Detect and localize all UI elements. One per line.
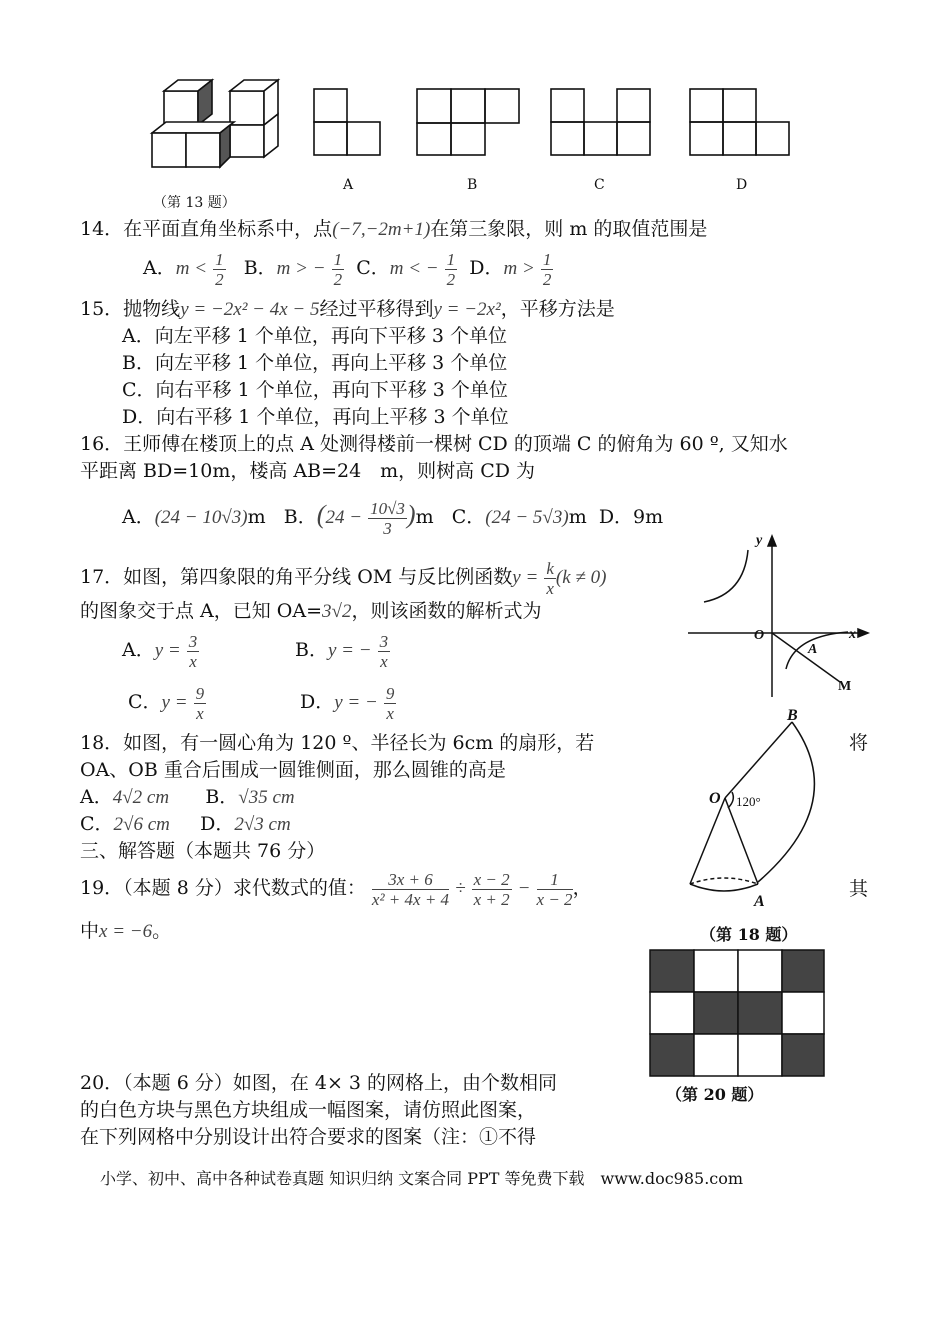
q17-line1: 17．如图，第四象限的角平分线 OM 与反比例函数y = $\frac{k}{x}$ (k ≠ 0)	[80, 558, 607, 598]
q13-option-a	[314, 89, 380, 155]
q18-line2: OA、OB 重合后围成一圆锥侧面，那么圆锥的高是	[80, 759, 506, 781]
q18-caption: （第 18 题）	[700, 925, 798, 944]
q20-line2: 的白色方块与黑色方块组成一幅图案，请仿照此图案，	[80, 1099, 537, 1121]
q18-line1-end: 将	[849, 732, 869, 754]
q15-option-d: D．向右平移 1 个单位，再向上平移 3 个单位	[122, 406, 509, 428]
q18-options-ab: A．4√2 cm B．√35 cm	[80, 786, 295, 808]
q18-label-a: A	[754, 893, 765, 910]
q17-label-y: y	[756, 533, 763, 548]
footer: 小学、初中、高中各种试卷真题 知识归纳 文案合同 PPT 等免费下载 www.doc985.com	[100, 1169, 744, 1188]
q18-options-cd: C．2√6 cm D．2√3 cm	[80, 813, 291, 835]
q13-option-d	[690, 89, 789, 155]
q17-label-m: M	[838, 679, 852, 694]
q13-solid	[152, 80, 278, 167]
q13-label-d: D	[736, 177, 748, 193]
q14-stem: 14．在平面直角坐标系中，点(−7,−2m+1)在第三象限，则 m 的取值范围是	[80, 218, 708, 240]
q17-label-x: x	[849, 627, 856, 642]
q13-option-b	[417, 89, 519, 155]
q15-option-a: A．向左平移 1 个单位，再向下平移 3 个单位	[122, 325, 508, 347]
q16-line2: 平距离 BD=10m，楼高 AB=24 m，则树高 CD 为	[80, 460, 536, 482]
q18-line1: 18．如图，有一圆心角为 120 º、半径长为 6cm 的扇形，若	[80, 732, 595, 754]
q14-options: A．m < $\frac{1}{2}$ B．m > − $\frac{1}{2}$ C．m < − $\frac{1}{2}$ D．m > $\frac{1}{2}$	[143, 249, 552, 289]
q17-option-a: A．y = $\frac{3}{x}$	[122, 631, 198, 671]
q17-label-a: A	[808, 642, 818, 657]
q17-option-b: B．y = − $\frac{3}{x}$	[295, 631, 389, 671]
q20-line3: 在下列网格中分别设计出符合要求的图案（注：①不得	[80, 1126, 537, 1148]
q13-option-c	[551, 89, 650, 155]
q18-label-o: O	[709, 790, 721, 807]
section3-heading: 三、解答题（本题共 76 分）	[80, 840, 326, 862]
q19-expression: 19．（本题 8 分）求代数式的值： $\frac{3x + 6}{\text{x² + 4x + 4}}$ ÷ $\frac{x - 2}{x + 2}$ − $\frac{1}{x - 2}$ ，	[80, 869, 592, 909]
q19-end: 其	[849, 878, 869, 900]
q15-option-b: B．向左平移 1 个单位，再向上平移 3 个单位	[122, 352, 508, 374]
q16-line1: 16．王师傅在楼顶上的点 A 处测得楼前一棵树 CD 的顶端 C 的俯角为 60 º, 又知水	[80, 433, 788, 455]
q19-line2: 中x = −6。	[80, 920, 172, 942]
q15-stem: 15．抛物线y = −2x² − 4x − 5经过平移得到y = −2x²，平移方法是	[80, 298, 615, 320]
q20-caption: （第 20 题）	[666, 1085, 764, 1104]
q18-label-angle: 120°	[736, 794, 761, 809]
q17-label-o: O	[754, 628, 765, 643]
q13-label-a: A	[343, 177, 354, 193]
q16-options: A．(24 − 10√3)m B．(24 − $\frac{10√3}{3}$ )m C．(24 − 5√3)m D．9m	[122, 498, 664, 538]
q13-label-b: B	[467, 177, 478, 193]
q20-grid	[648, 948, 828, 1078]
q17-option-c: C．y = $\frac{9}{x}$	[128, 683, 205, 723]
q13-label-c: C	[594, 177, 605, 193]
q20-line1: 20．（本题 6 分）如图，在 4× 3 的网格上，由个数相同	[80, 1072, 558, 1094]
q17-graph	[686, 532, 876, 702]
q15-option-c: C．向右平移 1 个单位，再向下平移 3 个单位	[122, 379, 508, 401]
q17-option-d: D．y = − $\frac{9}{x}$	[300, 683, 395, 723]
q18-figure	[680, 702, 860, 947]
q17-line2: 的图象交于点 A，已知 OA=3√2，则该函数的解析式为	[80, 600, 542, 622]
q13-caption: （第 13 题）	[153, 195, 236, 211]
q18-label-b: B	[787, 707, 798, 724]
